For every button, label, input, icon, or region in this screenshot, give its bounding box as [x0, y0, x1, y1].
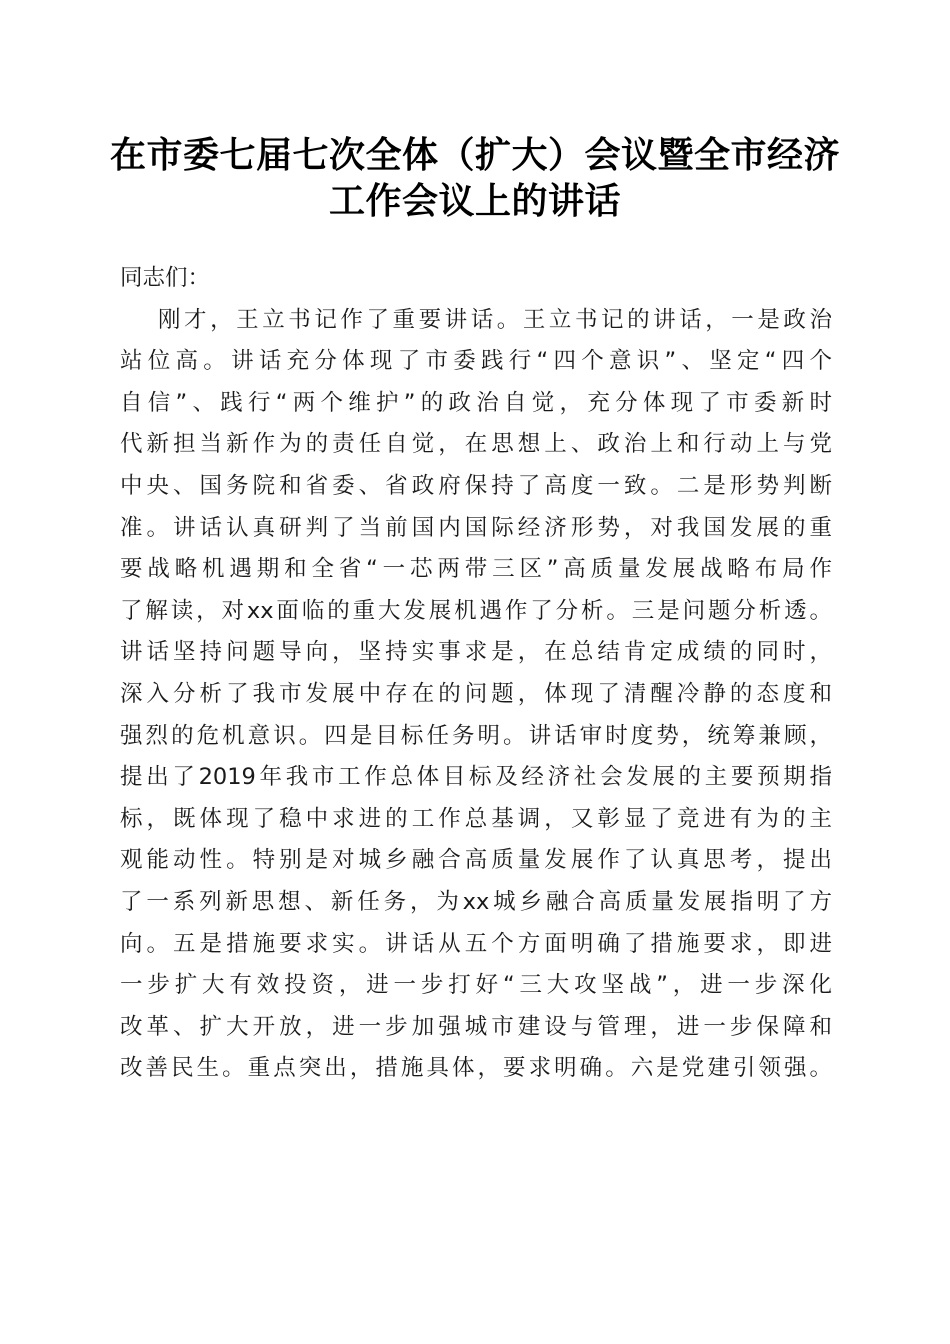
paragraph-line: 一步扩大有效投资，进一步打好“三大攻坚战”，进一步深化	[120, 972, 832, 999]
paragraph-line: 深入分析了我市发展中存在的问题，体现了清醒冷静的态度和	[120, 680, 832, 707]
paragraph-line: 站位高。讲话充分体现了市委践行“四个意识”、坚定“四个	[120, 348, 832, 375]
title-line-1: 在市委七届七次全体（扩大）会议暨全市经济	[109, 134, 840, 176]
paragraph-line: 改革、扩大开放，进一步加强城市建设与管理，进一步保障和	[120, 1013, 832, 1040]
paragraph-line: 自信”、践行“两个维护”的政治自觉，充分体现了市委新时	[120, 389, 832, 416]
paragraph-line: 准。讲话认真研判了当前国内国际经济形势，对我国发展的重	[120, 514, 832, 541]
paragraph-line: 向。五是措施要求实。讲话从五个方面明确了措施要求，即进	[120, 930, 832, 957]
paragraph-line: 改善民生。重点突出，措施具体，要求明确。六是党建引领强。	[120, 1055, 832, 1082]
paragraph-line: 了一系列新思想、新任务，为xx城乡融合高质量发展指明了方	[120, 888, 832, 915]
paragraph-line: 要战略机遇期和全省“一芯两带三区”高质量发展战略布局作	[120, 556, 832, 583]
paragraph-line: 代新担当新作为的责任自觉，在思想上、政治上和行动上与党	[120, 431, 832, 458]
paragraph	[120, 300, 832, 1090]
paragraph-line: 刚才，王立书记作了重要讲话。王立书记的讲话，一是政治	[158, 306, 832, 333]
paragraph-line: 讲话坚持问题导向，坚持实事求是，在总结肯定成绩的同时，	[120, 639, 832, 666]
paragraph-line: 中央、国务院和省委、省政府保持了高度一致。二是形势判断	[120, 472, 832, 499]
paragraph-line: 标，既体现了稳中求进的工作总基调，又彰显了竞进有为的主	[120, 805, 832, 832]
paragraph-line: 强烈的危机意识。四是目标任务明。讲话审时度势，统筹兼顾，	[120, 722, 832, 749]
paragraph-line: 观能动性。特别是对城乡融合高质量发展作了认真思考，提出	[120, 847, 832, 874]
paragraph-line: 了解读，对xx面临的重大发展机遇作了分析。三是问题分析透。	[120, 597, 832, 624]
document-body	[120, 258, 832, 1090]
paragraph-line: 提出了2019年我市工作总体目标及经济社会发展的主要预期指	[120, 764, 832, 791]
document-title	[60, 132, 890, 224]
salutation: 同志们：	[120, 265, 211, 291]
title-line-2: 工作会议上的讲话	[328, 180, 621, 222]
